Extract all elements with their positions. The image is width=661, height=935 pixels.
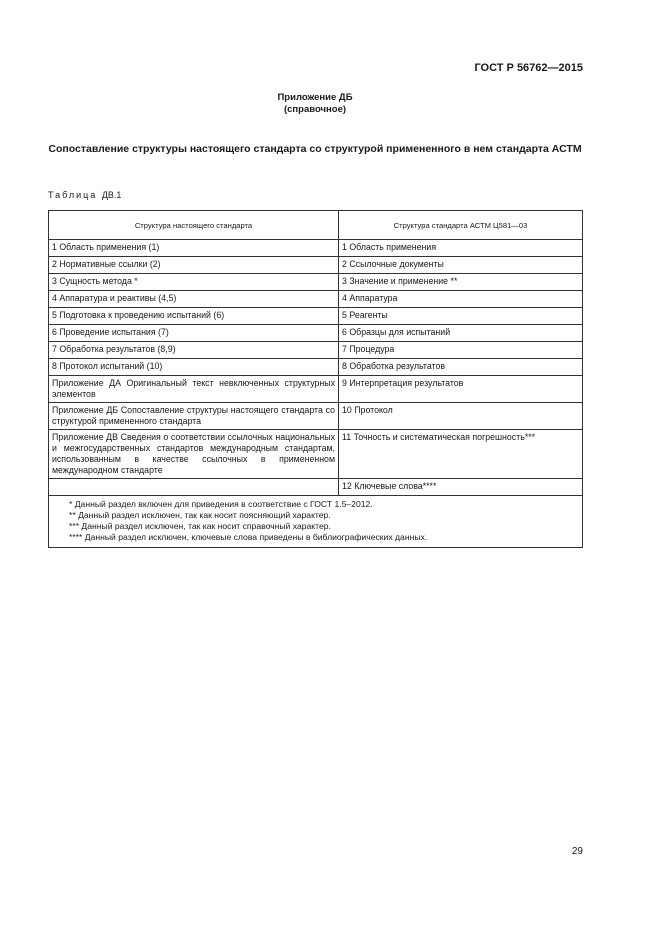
table-row bbox=[49, 342, 583, 359]
cell-this-standard: 6 Проведение испытания (7) bbox=[49, 325, 339, 342]
cell-this-standard: 1 Область применения (1) bbox=[49, 240, 339, 257]
cell-astm-standard: 12 Ключевые слова**** bbox=[339, 479, 583, 496]
cell-this-standard bbox=[49, 479, 339, 496]
table-notes bbox=[49, 496, 583, 548]
table-row bbox=[49, 308, 583, 325]
table-row bbox=[49, 376, 583, 403]
table-caption bbox=[48, 190, 121, 200]
table-row bbox=[49, 240, 583, 257]
standard-code: ГОСТ Р 56762—2015 bbox=[474, 62, 583, 74]
appendix-title: Приложение ДБ bbox=[277, 92, 353, 103]
table-note: *** Данный раздел исключен, так как носит справочный характер. bbox=[69, 521, 331, 531]
cell-astm-standard: 11 Точность и систематическая погрешность*** bbox=[339, 430, 583, 479]
table-note: * Данный раздел включен для приведения в соответствие с ГОСТ 1.5–2012. bbox=[69, 499, 373, 509]
comparison-table bbox=[48, 210, 583, 548]
appendix-heading bbox=[0, 92, 630, 116]
cell-astm-standard: 6 Образцы для испытаний bbox=[339, 325, 583, 342]
table-row bbox=[49, 257, 583, 274]
table-row bbox=[49, 479, 583, 496]
table-row bbox=[49, 291, 583, 308]
table-row bbox=[49, 359, 583, 376]
cell-astm-standard: 4 Аппаратура bbox=[339, 291, 583, 308]
cell-this-standard: Приложение ДА Оригинальный текст невключенных структурных элементов bbox=[49, 376, 339, 403]
table-row bbox=[49, 274, 583, 291]
cell-this-standard: 4 Аппаратура и реактивы (4,5) bbox=[49, 291, 339, 308]
cell-this-standard: 8 Протокол испытаний (10) bbox=[49, 359, 339, 376]
table-note: **** Данный раздел исключен, ключевые слова приведены в библиографических данных. bbox=[69, 532, 428, 542]
cell-astm-standard: 8 Обработка результатов bbox=[339, 359, 583, 376]
cell-this-standard: Приложение ДВ Сведения о соответствии ссылочных национальных и межгосударственных стандартов международным стандартам, использованным в качестве ссылочных в примененном международном стандарте bbox=[49, 430, 339, 479]
table-row bbox=[49, 430, 583, 479]
document-title: Сопоставление структуры настоящего стандарта со структурой примененного в нем стандарта АСТМ bbox=[48, 143, 582, 155]
page-number: 29 bbox=[571, 846, 583, 857]
table-note: ** Данный раздел исключен, так как носит поясняющий характер. bbox=[69, 510, 331, 520]
header-astm-standard: Структура стандарта АСТМ Ц581—03 bbox=[339, 211, 583, 240]
cell-astm-standard: 2 Ссылочные документы bbox=[339, 257, 583, 274]
appendix-subtitle: (справочное) bbox=[283, 104, 347, 115]
table-caption-word: Таблица bbox=[48, 190, 98, 200]
cell-this-standard: 7 Обработка результатов (8,9) bbox=[49, 342, 339, 359]
cell-this-standard: Приложение ДБ Сопоставление структуры настоящего стандарта со структурой примененного стандарта bbox=[49, 403, 339, 430]
table-notes-row bbox=[49, 496, 583, 548]
cell-astm-standard: 7 Процедура bbox=[339, 342, 583, 359]
cell-this-standard: 2 Нормативные ссылки (2) bbox=[49, 257, 339, 274]
table-row bbox=[49, 403, 583, 430]
table-header-row bbox=[49, 211, 583, 240]
table-caption-number: ДВ.1 bbox=[101, 190, 122, 200]
cell-astm-standard: 3 Значение и применение ** bbox=[339, 274, 583, 291]
cell-this-standard: 5 Подготовка к проведению испытаний (6) bbox=[49, 308, 339, 325]
cell-astm-standard: 10 Протокол bbox=[339, 403, 583, 430]
cell-astm-standard: 5 Реагенты bbox=[339, 308, 583, 325]
header-this-standard: Структура настоящего стандарта bbox=[49, 211, 339, 240]
cell-astm-standard: 1 Область применения bbox=[339, 240, 583, 257]
cell-astm-standard: 9 Интерпретация результатов bbox=[339, 376, 583, 403]
table-row bbox=[49, 325, 583, 342]
cell-this-standard: 3 Сущность метода * bbox=[49, 274, 339, 291]
